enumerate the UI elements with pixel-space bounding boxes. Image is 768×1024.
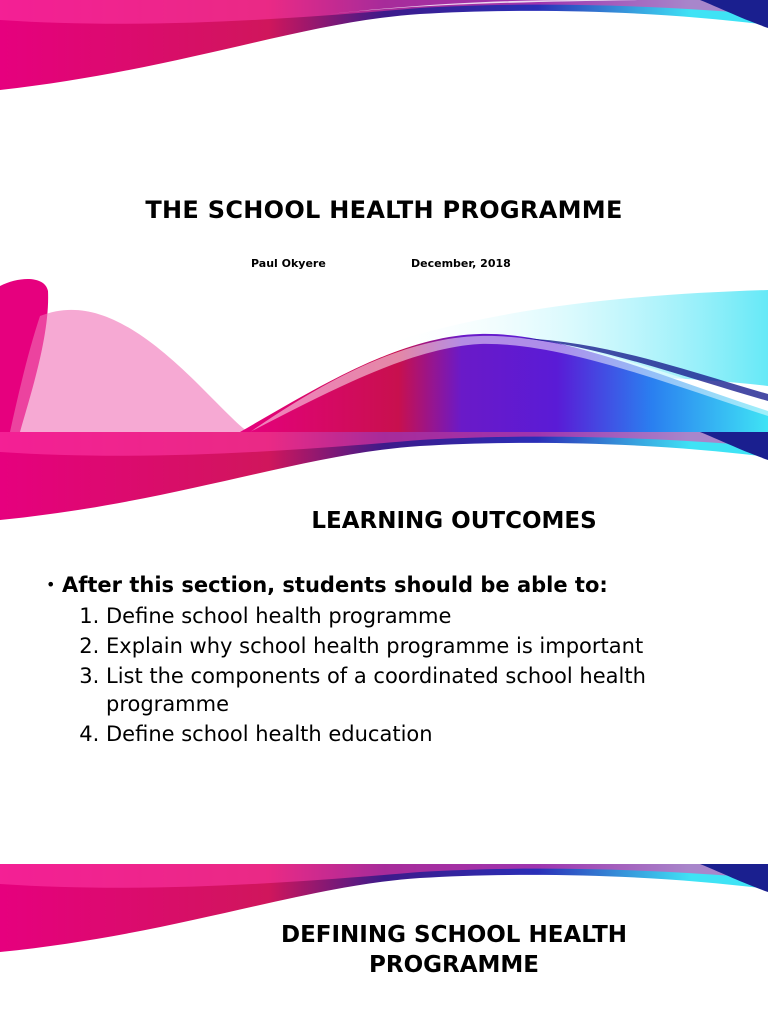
slide-title: LEARNING OUTCOMES <box>311 508 597 534</box>
bullet-icon: • <box>46 575 56 594</box>
list-item: 1. Define school health programme <box>106 602 746 630</box>
learning-outcomes-slide <box>0 432 768 864</box>
list-item: 2. Explain why school health programme is important <box>106 632 746 660</box>
list-item: 4. Define school health education <box>106 720 746 748</box>
slide-title <box>140 920 768 980</box>
lead-text: After this section, students should be able to: <box>62 573 608 597</box>
slide-title-line-1: DEFINING SCHOOL HEALTH <box>280 922 628 948</box>
definition-slide <box>0 864 768 1024</box>
decorative-wave-bottom <box>0 276 768 432</box>
outcomes-list <box>46 570 746 750</box>
author-name: Paul Okyere <box>251 257 326 270</box>
list-item: 3. List the components of a coordinated school health programme <box>106 662 746 718</box>
presentation-title: THE SCHOOL HEALTH PROGRAMME <box>145 196 623 224</box>
title-slide <box>0 0 768 432</box>
slide-title-line-2: PROGRAMME <box>369 952 539 978</box>
presentation-date: December, 2018 <box>411 257 511 270</box>
numbered-list <box>46 602 746 748</box>
decorative-wave-top <box>0 0 768 100</box>
bullet-lead <box>46 570 746 600</box>
